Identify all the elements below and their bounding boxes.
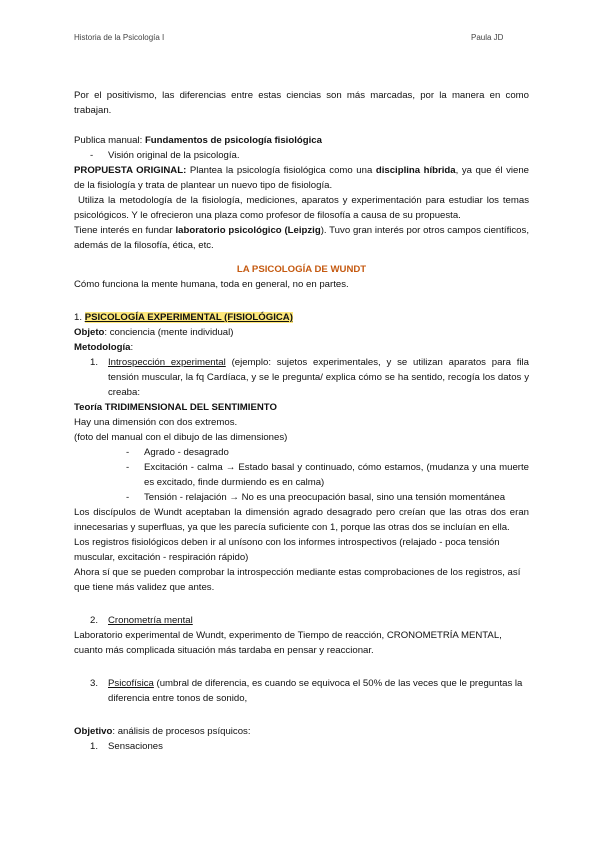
teoria-title: TRIDIMENSIONAL DEL SENTIMIENTO (104, 402, 277, 413)
objeto-label: Objeto (74, 327, 105, 338)
dimension-text: Excitación - calma → Estado basal y continuado, cómo estamos, (mudanza y una muerte es excitado, finde durmiendo es en calma) (144, 462, 529, 488)
metodologia-text: : (130, 342, 134, 353)
manual-title: Fundamentos de psicología fisiológica (144, 135, 322, 146)
laboratorio-text2: ). Tuvo gran interés por otros campos científicos, además de la filosofía, ética, etc. (74, 225, 529, 251)
laboratorio-text1: Tiene interés en fundar (74, 225, 176, 236)
manual-item-text: Visión original de la psicología. (108, 150, 240, 161)
item-marker: 1. (90, 741, 99, 752)
objeto-text: : conciencia (mente individual) (104, 327, 234, 338)
header-left: Historia de la Psicología I (74, 33, 165, 42)
dash-marker: - (126, 462, 130, 473)
manual-item (74, 148, 529, 163)
manual-prefix: Publica manual: (74, 135, 145, 146)
item-marker: 3. (90, 678, 99, 689)
header-right: Paula JD (471, 33, 504, 42)
section-1-heading (74, 310, 529, 325)
dash-marker: - (126, 492, 130, 503)
dimension-text: Agrado - desagrado (144, 447, 229, 458)
dimension-line-1: Hay una dimensión con dos extremos. (74, 417, 238, 428)
dimension-text: Tensión - relajación → No es una preocupación basal, sino una tensión momentánea (144, 492, 506, 503)
method-item-2 (74, 613, 529, 628)
teoria-prefix: Teoría (74, 402, 105, 413)
laboratorio-paragraph (74, 223, 529, 253)
objetivo-item-1 (74, 739, 529, 754)
metodologia-label: Metodología (74, 342, 131, 353)
ahora-paragraph: Ahora sí que se pueden comprobar la introspección mediante estas comprobaciones de los registros, así que tiene más validez que antes. (74, 567, 521, 593)
metodologia-line (74, 340, 529, 355)
dimension-item (74, 490, 529, 505)
intro-paragraph: Por el positivismo, las diferencias entre estas ciencias son más marcadas, por la manera en como trabajan. (74, 90, 529, 116)
method-item-3-title: Psicofísica (108, 678, 154, 689)
section-intro: Cómo funciona la mente humana, toda en general, no en partes. (74, 279, 349, 290)
dimension-item (74, 445, 529, 460)
objetivo-label: Objetivo (74, 726, 113, 737)
discipulos-paragraph: Los discípulos de Wundt aceptaban la dimensión agrado desagrado pero creían que las otras dos eran innecesarias y superfluas, ya que les parecía suficiente con 1, porque las otras dos se incluían en ella. (74, 507, 529, 533)
propuesta-text2: , ya que él viene de la fisiología y trata de plantear un nuevo tipo de fisiología. (74, 165, 530, 191)
document-body (74, 88, 529, 754)
method-item-1-text: (ejemplo: sujetos experimentales, y se utilizan aparatos para fila tensión muscular, la fq Cardíaca, y se le pregunta/ explica cómo se ha sentido, recogía los datos y creaba: (108, 357, 529, 398)
objetivo-line (74, 724, 529, 739)
section-title: LA PSICOLOGÍA DE WUNDT (236, 264, 367, 275)
section-1-title: PSICOLOGÍA EXPERIMENTAL (FISIOLÓGICA) (84, 312, 293, 323)
laboratorio-bold: laboratorio psicológico (Leipzig (175, 225, 321, 236)
objetivo-item-1-text: Sensaciones (108, 741, 163, 752)
method-item-3-text: (umbral de diferencia, es cuando se equivoca el 50% de las veces que le preguntas la diferencia entre tonos de sonido, (108, 678, 523, 704)
teoria-heading (74, 400, 529, 415)
section-1-number: 1. (74, 312, 83, 323)
item-marker: 1. (90, 357, 99, 368)
dash-marker: - (90, 150, 94, 161)
laboratorio-exp-paragraph: Laboratorio experimental de Wundt, experimento de Tiempo de reacción, CRONOMETRÍA MENTAL, cuanto más complicada situación más tardaba en pensar y reaccionar. (74, 630, 502, 656)
dimension-line-2: (foto del manual con el dibujo de las dimensiones) (74, 432, 288, 443)
dash-marker: - (126, 447, 130, 458)
method-item-3 (74, 676, 529, 706)
propuesta-text1: Plantea la psicología fisiológica como una (189, 165, 376, 176)
manual-line (74, 133, 529, 148)
propuesta-label: PROPUESTA ORIGINAL: (74, 165, 190, 176)
objetivo-text: : análisis de procesos psíquicos: (112, 726, 251, 737)
method-item-1-title: Introspección experimental (108, 357, 226, 368)
propuesta-bold: disciplina híbrida (375, 165, 456, 176)
item-marker: 2. (90, 615, 99, 626)
registros-paragraph: Los registros fisiológicos deben ir al unísono con los informes introspectivos (relajado - poca tensión muscular, excitación - respiración rápido) (74, 537, 500, 563)
method-item-2-title: Cronometría mental (108, 615, 193, 626)
dimension-item (74, 460, 529, 490)
objeto-line (74, 325, 529, 340)
propuesta-paragraph (74, 163, 529, 193)
method-item-1 (74, 355, 529, 400)
metodologia-fisio-paragraph: Utiliza la metodología de la fisiología, mediciones, aparatos y experimentación para estudiar los temas psicológicos. Y le ofrecieron una plaza como profesor de filosofía a causa de su propuesta. (74, 195, 529, 221)
